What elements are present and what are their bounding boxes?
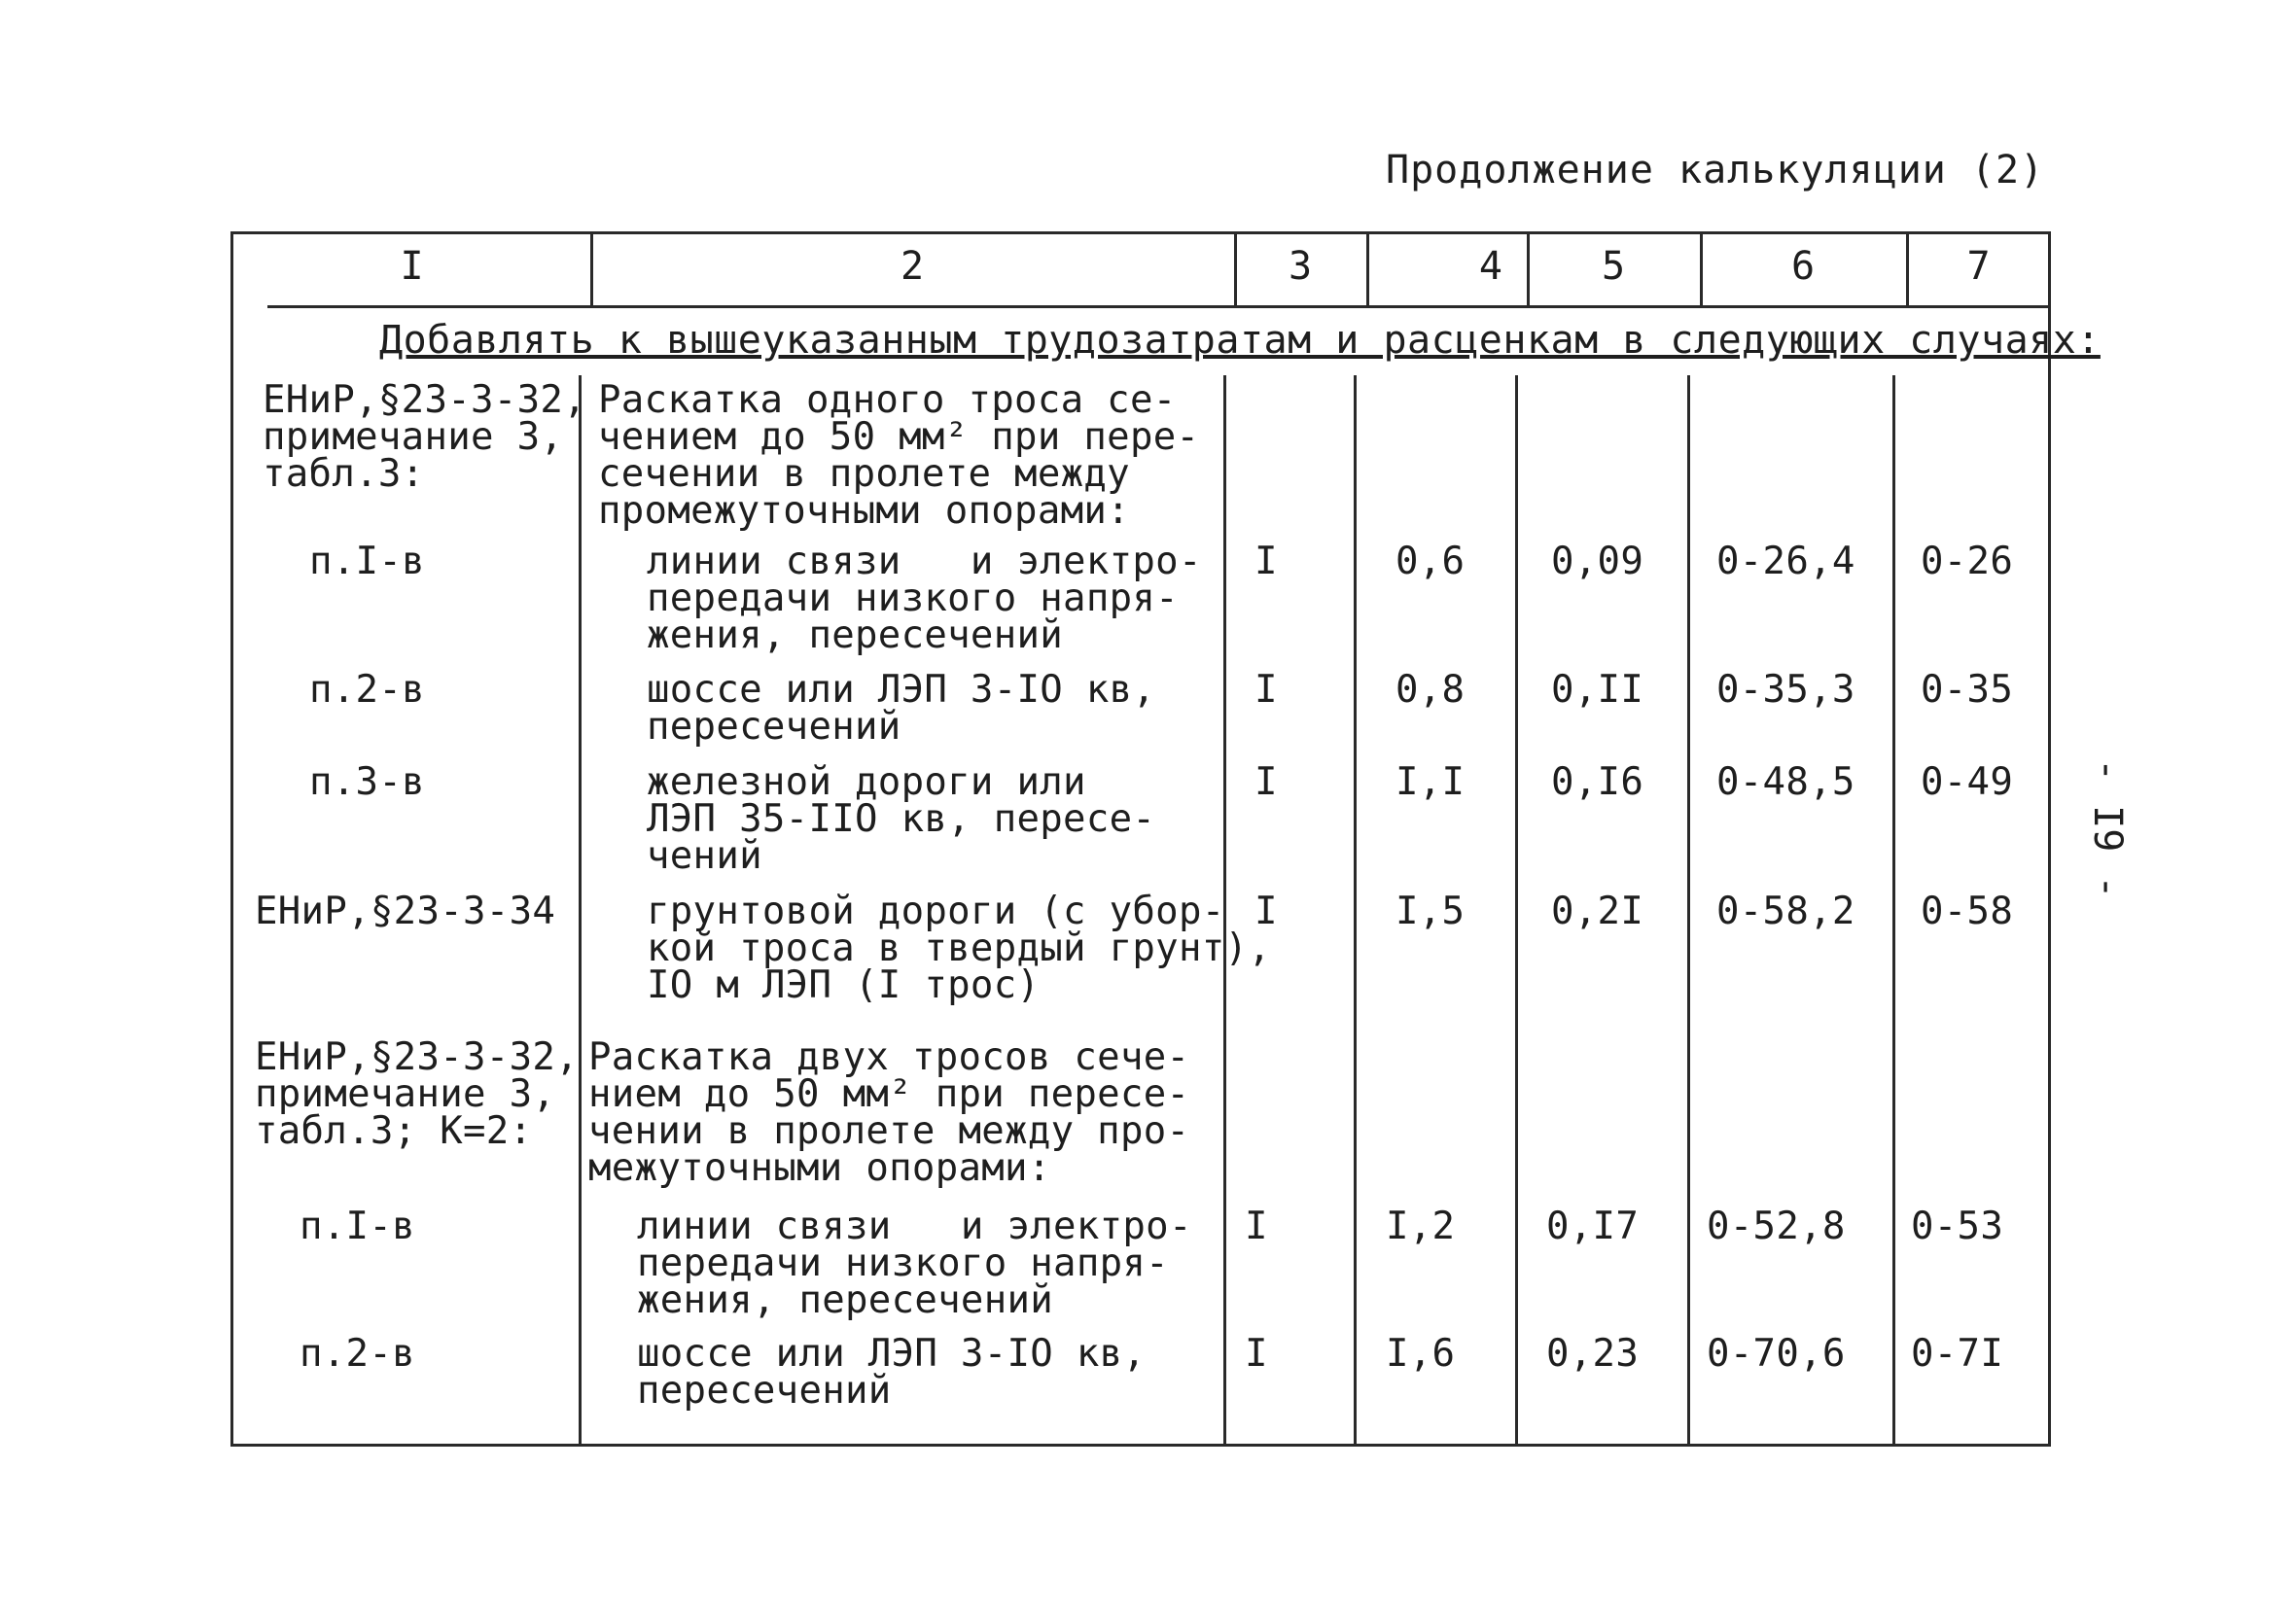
work-description: шоссе или ЛЭП 3-IO кв, пересечений [637, 1332, 1147, 1413]
column-number-6: 6 [1790, 244, 1816, 289]
work-description: Раскатка одного троса се- чением до 50 мм² при пере- сечении в пролете между промежуточными опорами: [598, 378, 1200, 533]
labor-value: I,5 [1395, 890, 1466, 933]
column-number-7: 7 [1966, 244, 1991, 289]
norm-reference: п.3-в [309, 760, 425, 804]
rate-value: 0,II [1551, 668, 1644, 712]
work-description: грунтовой дороги (с убор- кой троса в твердый грунт), IO м ЛЭП (I трос) [647, 890, 1272, 1007]
total-value: 0-26 [1921, 540, 2014, 583]
rate-value: 0,09 [1551, 540, 1644, 583]
column-divider [1527, 234, 1530, 306]
norm-reference: п.I-в [300, 1205, 415, 1248]
total-value: 0-58 [1921, 890, 2014, 933]
rate-value: 0,23 [1546, 1332, 1640, 1376]
work-description: линии связи и электро- передачи низкого напря- жения, пересечений [647, 540, 1202, 657]
column-divider [1892, 375, 1895, 1444]
unit-value: I [1254, 760, 1278, 804]
column-divider [1515, 375, 1518, 1444]
cost-value: 0-52,8 [1707, 1205, 1846, 1248]
total-value: 0-35 [1921, 668, 2014, 712]
rate-value: 0,2I [1551, 890, 1644, 933]
unit-value: I [1254, 540, 1278, 583]
unit-value: I [1254, 890, 1278, 933]
page-number: - I9 - [2085, 758, 2130, 899]
column-divider [1354, 375, 1357, 1444]
column-number-5: 5 [1601, 244, 1626, 289]
column-number-1: I [400, 244, 424, 289]
column-divider [1366, 234, 1369, 306]
column-divider [1234, 234, 1237, 306]
labor-value: I,2 [1386, 1205, 1456, 1248]
norm-reference: п.2-в [309, 668, 425, 712]
unit-value: I [1245, 1205, 1268, 1248]
work-description: линии связи и электро- передачи низкого напря- жения, пересечений [637, 1205, 1192, 1322]
unit-value: I [1254, 668, 1278, 712]
column-number-2: 2 [900, 244, 925, 289]
cost-value: 0-58,2 [1716, 890, 1855, 933]
total-value: 0-53 [1911, 1205, 2004, 1248]
page-title: Продолжение калькуляции (2) [1386, 148, 2045, 192]
column-divider [1687, 375, 1690, 1444]
column-divider [1700, 234, 1703, 306]
column-number-4: 4 [1478, 244, 1502, 289]
work-description: железной дороги или ЛЭП 35-IIO кв, пересе- чений [647, 760, 1156, 878]
rate-value: 0,I7 [1546, 1205, 1640, 1248]
labor-value: 0,6 [1395, 540, 1466, 583]
column-number-3: 3 [1288, 244, 1313, 289]
total-value: 0-49 [1921, 760, 2014, 804]
labor-value: 0,8 [1395, 668, 1466, 712]
work-description: шоссе или ЛЭП 3-IO кв, пересечений [647, 668, 1156, 749]
norm-reference: п.2-в [300, 1332, 415, 1376]
unit-value: I [1245, 1332, 1268, 1376]
column-divider [1906, 234, 1909, 306]
norm-reference: ЕНиР,§23-3-34 [255, 890, 556, 933]
work-description: Раскатка двух тросов сече- нием до 50 мм² при пересе- чении в пролете между про- межуточными опорами: [588, 1035, 1190, 1190]
norm-reference: п.I-в [309, 540, 425, 583]
rate-value: 0,I6 [1551, 760, 1644, 804]
total-value: 0-7I [1911, 1332, 2004, 1376]
cost-value: 0-48,5 [1716, 760, 1855, 804]
cost-value: 0-70,6 [1707, 1332, 1846, 1376]
labor-value: I,6 [1386, 1332, 1456, 1376]
cost-value: 0-35,3 [1716, 668, 1855, 712]
header-divider [267, 305, 2048, 308]
column-divider [579, 375, 582, 1444]
norm-reference: ЕНиР,§23-3-32, примечание 3, табл.3; К=2: [255, 1035, 579, 1153]
norm-reference: ЕНиР,§23-3-32, примечание 3, табл.3: [263, 378, 586, 496]
cost-value: 0-26,4 [1716, 540, 1855, 583]
column-divider [590, 234, 593, 306]
calculation-table [230, 231, 2101, 1447]
section-note: Добавлять к вышеуказанным трудозатратам и расценкам в следующих случаях: [379, 318, 2101, 363]
labor-value: I,I [1395, 760, 1466, 804]
